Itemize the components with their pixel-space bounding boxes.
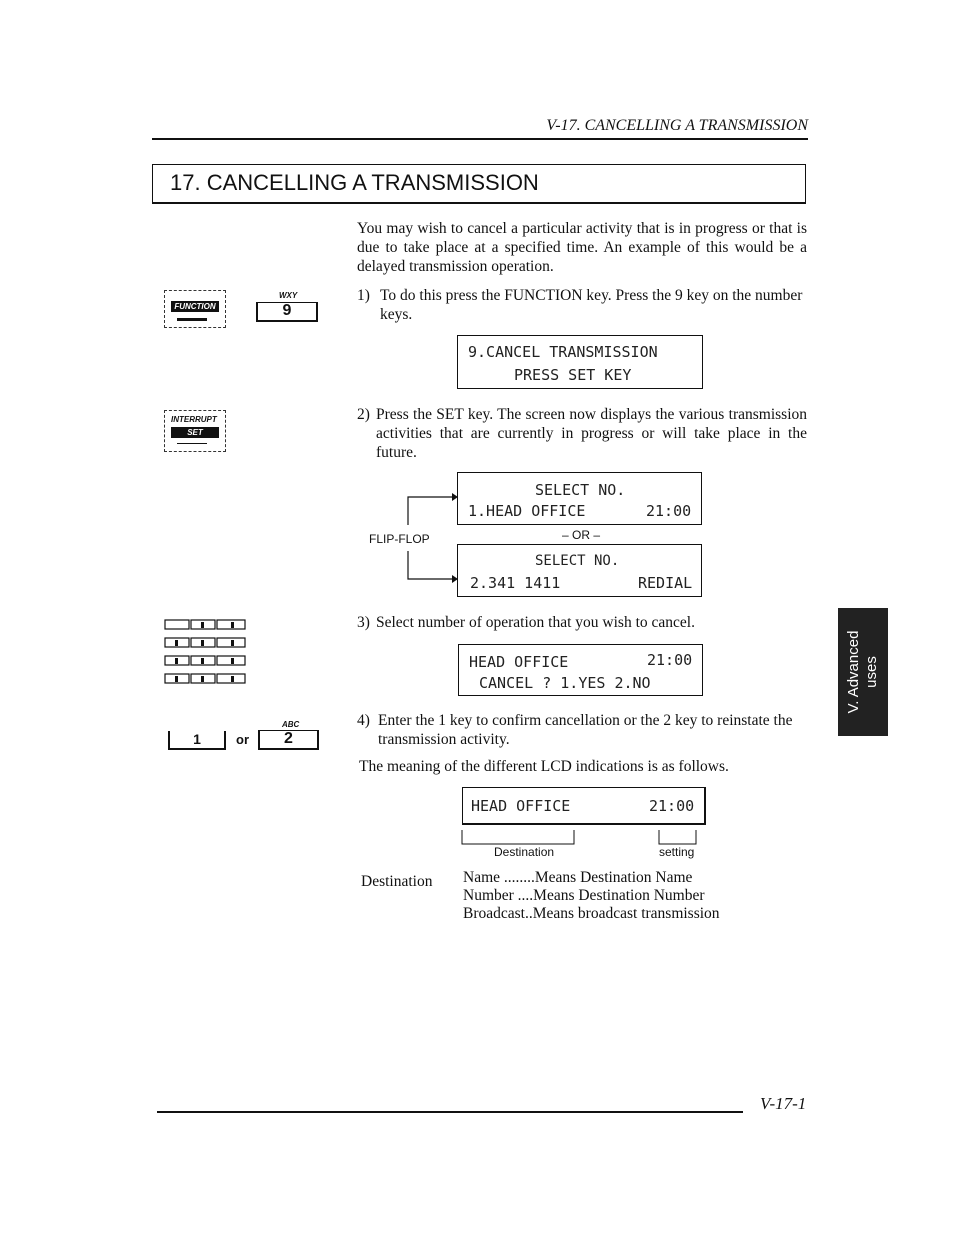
destination-item: Broadcast..Means broadcast transmission (463, 905, 720, 922)
page-number: V-17-1 (760, 1094, 807, 1113)
header-rule (152, 138, 808, 140)
number-keypad-icon (164, 614, 250, 686)
step4-text: Enter the 1 key to confirm cancellation or the 2 key to reinstate the transmission activity. (378, 712, 793, 748)
function-key[interactable]: FUNCTION (171, 301, 219, 312)
lcd-time: 21:00 (647, 651, 693, 669)
step3-text: Select number of operation that you wish to cancel. (376, 614, 695, 631)
lcd-select-head-office (457, 472, 702, 525)
function-key-bar (177, 318, 207, 321)
destination-label: Destination (361, 873, 433, 890)
intro-paragraph: You may wish to cancel a particular activity that is in progress or that is due to take place at a specified time. An example of this would be a delayed transmission operation. (357, 220, 807, 275)
side-tab-line-2: uses (863, 656, 880, 688)
lcd-status: REDIAL (638, 574, 693, 592)
side-tab-line-1: V. Advanced (845, 630, 862, 714)
step4-number: 4) (357, 712, 370, 729)
or-text: or (236, 732, 249, 747)
set-key-group (164, 410, 226, 452)
step2-number: 2) (357, 406, 370, 423)
step2-text: Press the SET key. The screen now displays the various transmission activities that are currently in progress or will take place in the future. (376, 406, 807, 461)
lcd-line-1: HEAD OFFICE (471, 797, 571, 815)
lcd-line-2: CANCEL ? 1.YES 2.NO (479, 674, 651, 692)
lcd-meaning (462, 787, 706, 825)
lcd-line-2: 1.HEAD OFFICE (468, 502, 586, 520)
destination-item: Number ....Means Destination Number (463, 887, 705, 904)
lcd-time: 21:00 (646, 502, 692, 520)
step3-number: 3) (357, 614, 370, 631)
lcd-cancel-confirm (458, 644, 703, 696)
lcd-line-1: HEAD OFFICE (469, 653, 569, 671)
lcd-time: 21:00 (649, 797, 695, 815)
key-2-letters: ABC (282, 720, 300, 729)
lcd-select-redial (457, 544, 702, 597)
function-key-group (164, 290, 226, 328)
set-key-bar (177, 443, 207, 444)
running-header: V-17. CANCELLING A TRANSMISSION (546, 117, 808, 134)
key-9[interactable]: 9 (256, 302, 318, 322)
lcd-line-2: PRESS SET KEY (514, 366, 632, 384)
set-key[interactable]: SET (171, 427, 219, 438)
flip-flop-label: FLIP-FLOP (369, 532, 430, 546)
key-2[interactable]: 2 (258, 730, 319, 750)
destination-item: Name ........Means Destination Name (463, 869, 693, 886)
key-1[interactable]: 1 (168, 731, 226, 750)
or-label: – OR – (562, 528, 601, 542)
side-tab-advanced-uses (838, 608, 888, 736)
footer-rule (157, 1111, 743, 1113)
step1-text: To do this press the FUNCTION key. Press the 9 key on the number keys. (380, 287, 803, 323)
section-title: 17. CANCELLING A TRANSMISSION (170, 170, 539, 195)
key-9-letters: WXY (279, 291, 298, 300)
meaning-paragraph: The meaning of the different LCD indications is as follows. (359, 758, 729, 775)
lcd-line-2: 2.341 1411 (470, 574, 561, 592)
destination-caption: Destination (494, 845, 555, 859)
lcd-cancel-transmission (457, 335, 703, 389)
lcd-line-1: 9.CANCEL TRANSMISSION (468, 343, 658, 361)
step1-number: 1) (357, 287, 370, 304)
setting-caption: setting (659, 845, 695, 859)
lcd-line-1: SELECT NO. (535, 553, 620, 569)
lcd-line-1: SELECT NO. (535, 481, 626, 499)
interrupt-label: INTERRUPT (171, 415, 217, 424)
